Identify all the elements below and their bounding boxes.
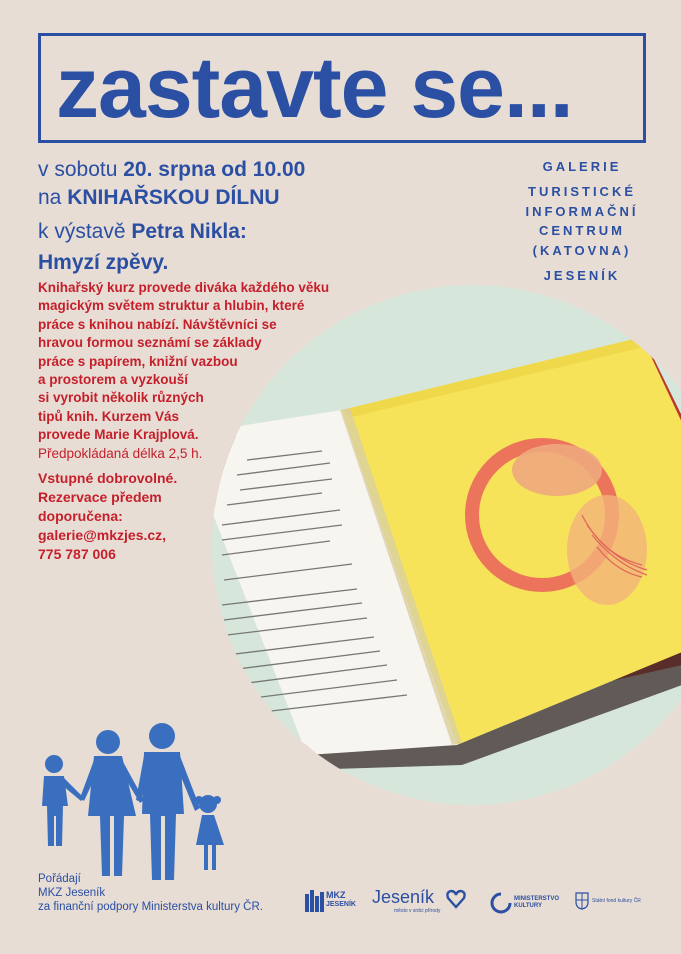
organizer-text: Pořádají MKZ Jeseník za finanční podpory Ministerstva kultury ČR. <box>38 873 263 913</box>
ministry-emblem-icon <box>490 892 512 914</box>
mkz-logo-icon <box>305 888 325 912</box>
headline-workshop: na KNIHAŘSKOU DÍLNU <box>38 186 280 209</box>
family-silhouette-icon <box>38 720 228 880</box>
headline-date: v sobotu 20. srpna od 10.00 <box>38 158 306 181</box>
headline-exhibition: k výstavě Petra Nikla: <box>38 220 247 243</box>
ministry-of-culture-logo: MINISTERSTVO KULTURY <box>490 892 570 916</box>
state-fund-logo: Státní fond kultury ČR <box>575 892 645 916</box>
reservation-info: Vstupné dobrovolné. Rezervace předem doporučena: galerie@mkzjes.cz, 775 787 006 <box>38 470 178 562</box>
email-link[interactable]: galerie@mkzjes.cz, <box>38 527 167 543</box>
mkz-jesenik-logo: MKZ JESENÍK <box>305 888 355 914</box>
phone-number[interactable]: 775 787 006 <box>38 546 116 562</box>
poster-title: zastavte se... <box>56 40 573 136</box>
coat-of-arms-icon <box>575 892 589 910</box>
headline-exhibition-name: Hmyzí zpěvy. <box>38 251 169 274</box>
jesenik-logo: Jeseník město v srdci přírody <box>372 887 472 917</box>
heart-icon <box>446 889 466 909</box>
description: Knihařský kurz provede diváka každého věku magickým světem struktur a hlubin, které práce s knihou nabízí. Návštěvníci se hravou formou seznámí se základy práce s papírem, knižní vazbou a prostorem a vyzkouší si vyrobit několik různých tipů knih. Kurzem Vás provede Marie Krajplová. Předpokládaná délka 2,5 h. <box>38 279 368 463</box>
duration-text: Předpokládaná délka 2,5 h. <box>38 445 203 461</box>
venue-block: GALERIE TURISTICKÉ INFORMAČNÍ CENTRUM (KATOVNA) JESENÍK <box>525 159 639 284</box>
